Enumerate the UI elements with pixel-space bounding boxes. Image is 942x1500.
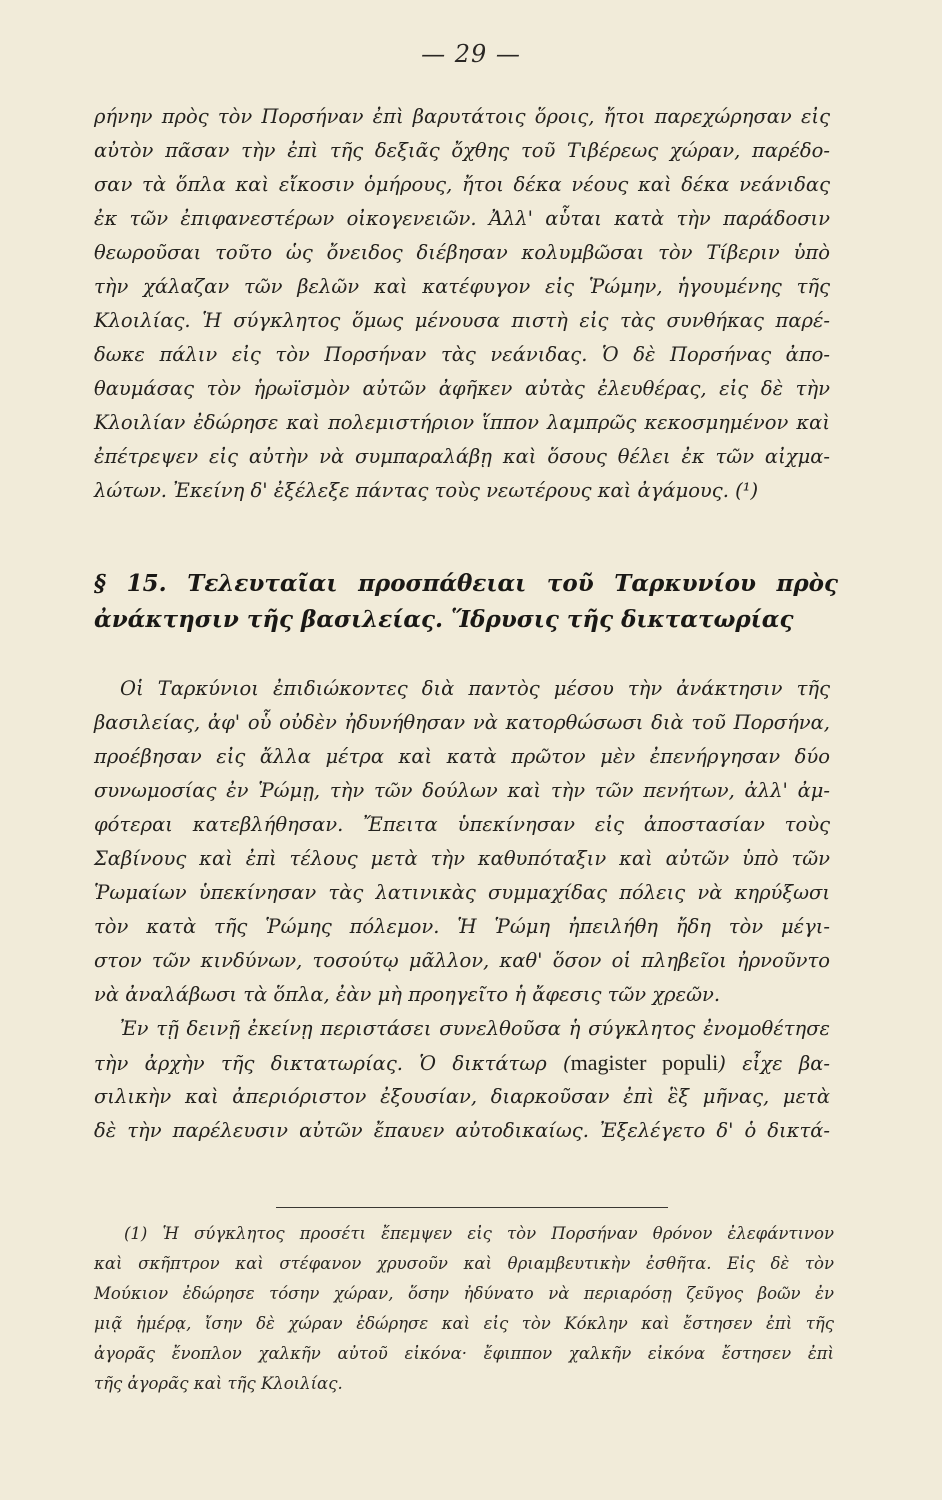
footnote-line: τῆς ἀγορᾶς καὶ τῆς Κλοιλίας. [94, 1374, 343, 1393]
text-line: προέβησαν εἰς ἄλλα μέτρα καὶ κατὰ πρῶτον μὲν ἐπενήργησαν δύο [94, 745, 830, 768]
latin-term: magister populi [570, 1050, 719, 1075]
text-line: δωκε πάλιν εἰς τὸν Πορσήναν τὰς νεάνιδας. Ὁ δὲ Πορσήνας ἀπο- [94, 343, 830, 366]
footnote [94, 1219, 834, 1399]
text-line: θαυμάσας τὸν ἡρωϊσμὸν αὐτῶν ἀφῆκεν αὐτὰς ἐλευθέρας, εἰς δὲ τὴν [94, 377, 830, 400]
paragraph-tarquins [94, 672, 830, 1148]
footnote-line: (1) Ἡ σύγκλητος προσέτι ἔπεμψεν εἰς τὸν Πορσήναν θρόνον ἐλεφάντινον [124, 1224, 834, 1243]
text-line: Ἐν τῇ δεινῇ ἐκείνῃ περιστάσει συνελθοῦσα ἡ σύγκλητος ἐνομοθέτησε [120, 1017, 830, 1040]
text-line: τὴν χάλαζαν τῶν βελῶν καὶ κατέφυγον εἰς Ῥώμην, ἡγουμένης τῆς [94, 275, 830, 298]
text-line: Οἱ Ταρκύνιοι ἐπιδιώκοντες διὰ παντὸς μέσου τὴν ἀνάκτησιν τῆς [120, 677, 830, 700]
text-line: συνωμοσίας ἐν Ῥώμῃ, τὴν τῶν δούλων καὶ τὴν τῶν πενήτων, ἀλλ' ἀμ- [94, 779, 830, 802]
text-line: Σαβίνους καὶ ἐπὶ τέλους μετὰ τὴν καθυπόταξιν καὶ αὐτῶν ὑπὸ τῶν [94, 847, 830, 870]
section-heading-line: ἀνάκτησιν τῆς βασιλείας. Ἵδρυσις τῆς δικτατωρίας [94, 606, 794, 633]
footnote-separator [276, 1207, 668, 1208]
footnote-line: Μούκιον ἐδώρησε τόσην χώραν, ὅσην ἠδύνατο νὰ περιαρόσῃ ζεῦγος βοῶν ἐν [94, 1284, 834, 1303]
text-line: τὸν κατὰ τῆς Ῥώμης πόλεμον. Ἡ Ῥώμη ἠπειλήθη ἤδη τὸν μέγι- [94, 915, 830, 938]
text-line: Κλοιλίαν ἐδώρησε καὶ πολεμιστήριον ἵππον λαμπρῶς κεκοσμημένον καὶ [94, 411, 830, 434]
paragraph-continuation [94, 100, 830, 508]
text-line: σαν τὰ ὅπλα καὶ εἴκοσιν ὁμήρους, ἤτοι δέκα νέους καὶ δέκα νεάνιδας [94, 173, 830, 196]
text-line: δὲ τὴν παρέλευσιν αὐτῶν ἔπαυεν αὐτοδικαίως. Ἐξελέγετο δ' ὁ δικτά- [94, 1119, 830, 1142]
text-fragment: ) εἶχε βα- [718, 1052, 830, 1075]
text-fragment: τὴν ἀρχὴν τῆς δικτατωρίας. Ὁ δικτάτωρ ( [94, 1052, 571, 1075]
text-line: ἐκ τῶν ἐπιφανεστέρων οἰκογενειῶν. Ἀλλ' αὗται κατὰ τὴν παράδοσιν [94, 207, 830, 230]
text-line: βασιλείας, ἀφ' οὗ οὐδὲν ἠδυνήθησαν νὰ κατορθώσωσι διὰ τοῦ Πορσήνα, [94, 711, 830, 734]
text-line: λώτων. Ἐκείνη δ' ἐξέλεξε πάντας τοὺς νεωτέρους καὶ ἀγάμους. (¹) [94, 479, 759, 502]
text-line: στον τῶν κινδύνων, τοσούτῳ μᾶλλον, καθ' ὅσον οἱ πληβεῖοι ἠρνοῦντο [94, 949, 830, 972]
text-line [94, 1046, 830, 1080]
text-line: Ῥωμαίων ὑπεκίνησαν τὰς λατινικὰς συμμαχίδας πόλεις νὰ κηρύξωσι [94, 881, 830, 904]
text-line: αὐτὸν πᾶσαν τὴν ἐπὶ τῆς δεξιᾶς ὄχθης τοῦ Τιβέρεως χώραν, παρέδο- [94, 139, 830, 162]
text-line: σιλικὴν καὶ ἀπεριόριστον ἐξουσίαν, διαρκοῦσαν ἐπὶ ἓξ μῆνας, μετὰ [94, 1085, 830, 1108]
text-line: θεωροῦσαι τοῦτο ὡς ὄνειδος διέβησαν κολυμβῶσαι τὸν Τίβεριν ὑπὸ [94, 241, 830, 264]
footnote-line: μιᾷ ἡμέρᾳ, ἴσην δὲ χώραν ἐδώρησε καὶ εἰς τὸν Κόκλην καὶ ἔστησεν ἐπὶ τῆς [94, 1314, 834, 1333]
text-line: ἐπέτρεψεν εἰς αὐτὴν νὰ συμπαραλάβῃ καὶ ὅσους θέλει ἐκ τῶν αἰχμα- [94, 445, 830, 468]
footnote-line: ἀγορᾶς ἔνοπλον χαλκῆν αὐτοῦ εἰκόνα· ἔφιππον χαλκῆν εἰκόνα ἔστησεν ἐπὶ [94, 1344, 834, 1363]
text-line: φότεραι κατεβλήθησαν. Ἔπειτα ὑπεκίνησαν εἰς ἀποστασίαν τοὺς [94, 813, 830, 836]
text-line: νὰ ἀναλάβωσι τὰ ὅπλα, ἐὰν μὴ προηγεῖτο ἡ ἄφεσις τῶν χρεῶν. [94, 983, 721, 1006]
footnote-line: καὶ σκῆπτρον καὶ στέφανον χρυσοῦν καὶ θριαμβευτικὴν ἐσθῆτα. Εἰς δὲ τὸν [94, 1254, 834, 1273]
text-line: Κλοιλίας. Ἡ σύγκλητος ὅμως μένουσα πιστὴ εἰς τὰς συνθήκας παρέ- [94, 309, 830, 332]
page-number: — 29 — [421, 40, 521, 68]
section-heading-line: § 15. Τελευταῖαι προσπάθειαι τοῦ Ταρκυνίου πρὸς [94, 570, 838, 597]
section-heading [94, 566, 838, 638]
text-line: ρήνην πρὸς τὸν Πορσήναν ἐπὶ βαρυτάτοις ὅροις, ἤτοι παρεχώρησαν εἰς [94, 105, 830, 128]
